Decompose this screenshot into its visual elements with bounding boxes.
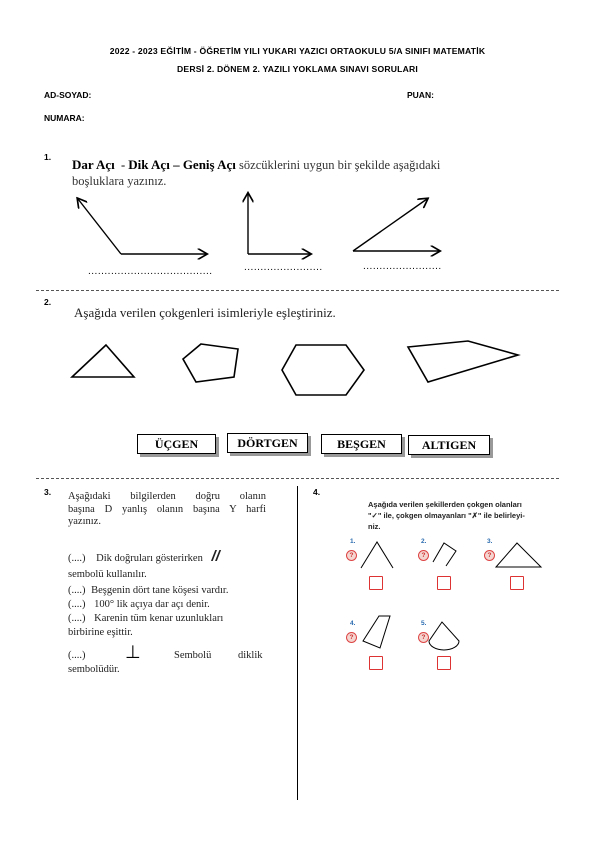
name-card-hexagon[interactable]: ALTIGEN: [408, 435, 490, 455]
name-label: AD-SOYAD:: [44, 90, 92, 100]
exam-title-line2: DERSİ 2. DÖNEM 2. YAZILI YOKLAMA SINAVI SORULARI: [176, 64, 419, 74]
q4-number: 4.: [313, 487, 321, 497]
q1-number: 1.: [44, 152, 52, 162]
score-label: PUAN:: [407, 90, 434, 100]
q1-answer-blank-2[interactable]: ........................: [244, 262, 323, 273]
q4-cone-shape-figure: [429, 622, 459, 650]
q4-figure-5-label: 5.: [421, 620, 427, 627]
q3-answer-slot-1[interactable]: (....): [68, 553, 86, 564]
q4-open-polyline-figure: [433, 543, 456, 566]
q3-instruction: Aşağıdaki bilgilerden doğru olanın başına D yanlış olanın başına Y harfi yazınız.: [68, 491, 266, 527]
q4-answer-checkbox-1[interactable]: [369, 576, 383, 590]
help-icon[interactable]: ?: [484, 550, 495, 561]
q4-answer-checkbox-2[interactable]: [437, 576, 451, 590]
q3-item-2: (....) Beşgenin dört tane köşesi vardır.: [68, 585, 229, 596]
term-right-obtuse: Dik Açı – Geniş Açı: [128, 157, 236, 172]
q3-item-5-cont: sembolüdür.: [68, 664, 120, 675]
q4-quadrilateral-figure: [363, 616, 390, 648]
q4-triangle-figure: [496, 543, 541, 567]
parallel-symbol: //: [211, 548, 220, 565]
q3-item-1-cont: sembolü kullanılır.: [68, 569, 147, 580]
q3-item-3: (....) 100° lik açıya dar açı denir.: [68, 599, 210, 610]
q3-answer-slot-4[interactable]: (....): [68, 613, 86, 624]
q4-figure-3-label: 3.: [487, 538, 493, 545]
q3-number: 3.: [44, 487, 52, 497]
q1-answer-blank-1[interactable]: ......................................: [88, 266, 213, 277]
q3-answer-slot-5[interactable]: (....): [68, 650, 86, 661]
q1-instruction-cont: boşluklara yazınız.: [72, 174, 167, 188]
q3-item-5-symbol-label: Sembolü: [174, 650, 212, 661]
q4-answer-checkbox-3[interactable]: [510, 576, 524, 590]
q4-figure-2-label: 2.: [421, 538, 427, 545]
help-icon[interactable]: ?: [346, 632, 357, 643]
q3-answer-slot-2[interactable]: (....): [68, 585, 86, 596]
name-card-pentagon[interactable]: BEŞGEN: [321, 434, 402, 454]
q3-item-4: (....) Karenin tüm kenar uzunlukları: [68, 613, 224, 624]
exam-title-line1: 2022 - 2023 EĞİTİM - ÖĞRETİM YILI YUKARI YAZICI ORTAOKULU 5/A SINIFI MATEMATİK: [109, 46, 486, 56]
help-icon[interactable]: ?: [418, 550, 429, 561]
number-label: NUMARA:: [44, 113, 85, 123]
perpendicular-symbol: ⊥: [125, 642, 141, 663]
q2-instruction: Aşağıda verilen çokgenleri isimleriyle eşleştiriniz.: [74, 305, 336, 320]
name-card-triangle[interactable]: ÜÇGEN: [137, 434, 216, 454]
q3-item-1: (....) Dik doğruları gösterirken //: [68, 548, 220, 565]
q1-instruction: Dar Açı - Dik Açı – Geniş Açı sözcüklerini uygun bir şekilde aşağıdaki: [72, 157, 441, 172]
name-card-quadrilateral[interactable]: DÖRTGEN: [227, 433, 308, 453]
q1-answer-blank-3[interactable]: ........................: [363, 261, 442, 272]
q3-item-4-cont: birbirine eşittir.: [68, 627, 133, 638]
help-icon[interactable]: ?: [418, 632, 429, 643]
help-icon[interactable]: ?: [346, 550, 357, 561]
term-acute: Dar Açı: [72, 157, 115, 172]
q4-answer-checkbox-5[interactable]: [437, 656, 451, 670]
q3-item-5-word: diklik: [238, 650, 263, 661]
q4-instruction: Aşağıda verilen şekillerden çokgen olanları "✓" ile, çokgen olmayanları "✗" ile belirleyi- niz.: [368, 500, 525, 531]
q2-number: 2.: [44, 297, 52, 307]
q4-open-angle-figure: [361, 542, 393, 568]
q4-figure-1-label: 1.: [350, 538, 356, 545]
q3-answer-slot-3[interactable]: (....): [68, 599, 86, 610]
q4-answer-checkbox-4[interactable]: [369, 656, 383, 670]
q4-figure-4-label: 4.: [350, 620, 356, 627]
